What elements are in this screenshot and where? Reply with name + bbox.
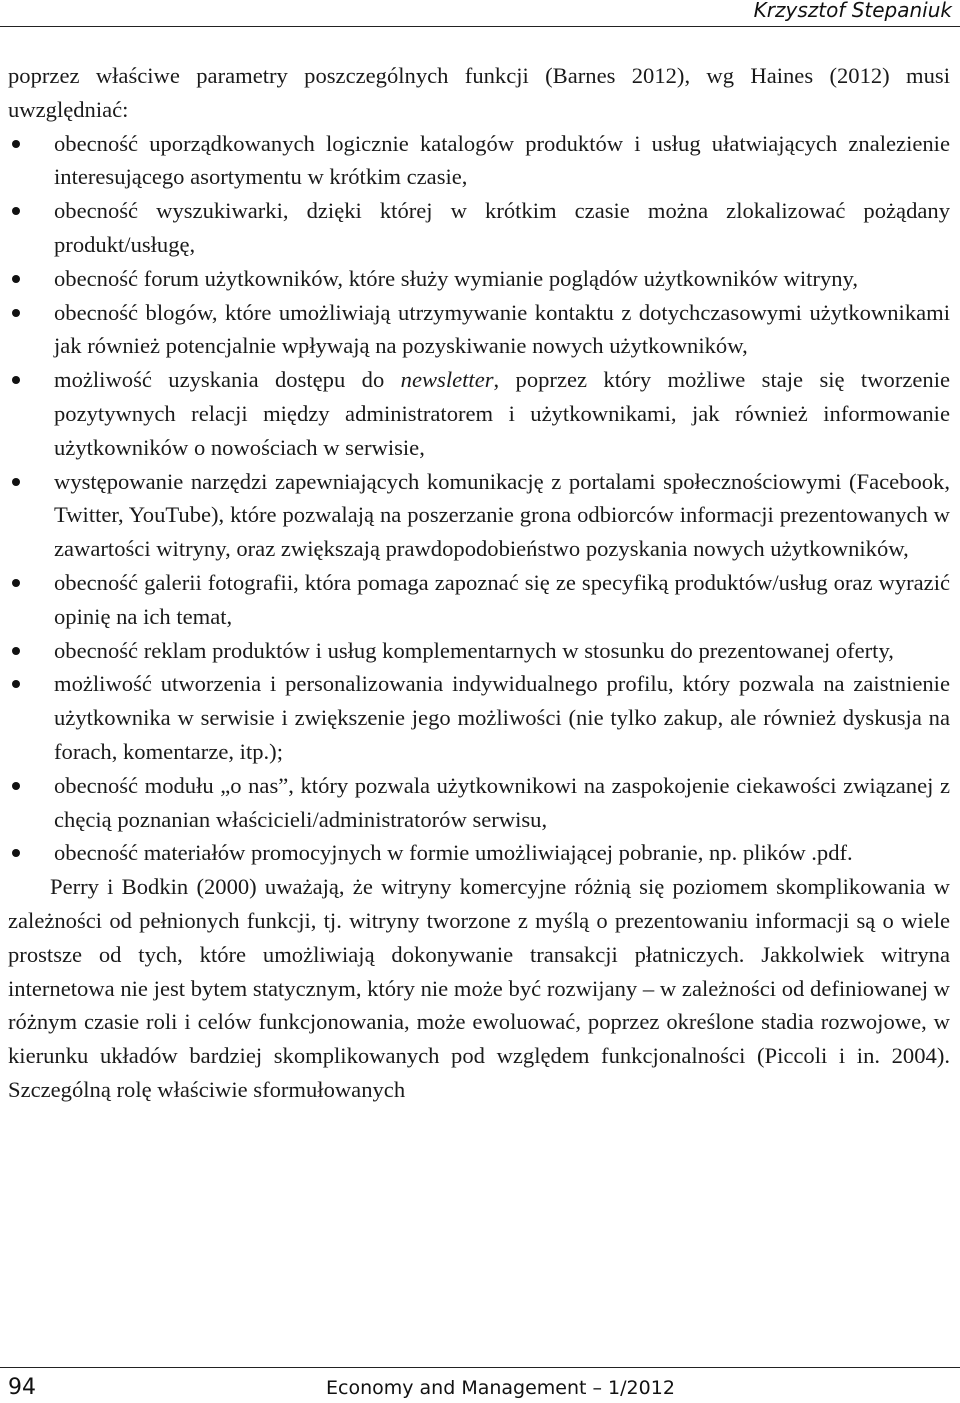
list-item (8, 836, 950, 870)
running-head-author: Krzysztof Stepaniuk (753, 0, 952, 22)
bullet-icon (12, 376, 20, 384)
list-item (8, 296, 950, 364)
list-item (8, 566, 950, 634)
list-item-text: obecność modułu „o nas”, który pozwala użytkownikowi na zaspokojenie ciekawości związanej z chęcią poznanian właścicieli/administratorów serwisu, (54, 772, 950, 832)
page-footer (0, 1367, 960, 1403)
bullet-icon (12, 275, 20, 283)
list-item-text: występowanie narzędzi zapewniających komunikację z portalami społecznościowymi (Facebook, Twitter, YouTube), które pozwalają na poszerzanie grona odbiorców informacji prezentowanych w zawartości witryny, oraz zwiększają prawdopodobieństwo pozyskania nowych użytkowników, (54, 468, 950, 562)
list-item (8, 363, 950, 464)
bullet-icon (12, 680, 20, 688)
bullet-icon (12, 207, 20, 215)
list-item-text: możliwość utworzenia i personalizowania indywidualnego profilu, który pozwala na zaistnienie użytkownika w serwisie i zwiększenie jego możliwości (nie tylko zakup, ale również dyskusja na forach, komentarze, itp.); (54, 671, 950, 764)
list-item (8, 127, 950, 195)
list-item-text: obecność wyszukiwarki, dzięki której w krótkim czasie można zlokalizować pożądany produkt/usługę, (54, 198, 950, 257)
bullet-icon (12, 579, 20, 587)
list-item-text: obecność uporządkowanych logicznie katalogów produktów i usług ułatwiających znalezienie interesującego asortymentu w krótkim czasie, (54, 130, 950, 190)
page-header (0, 0, 960, 27)
bullet-icon (12, 647, 20, 655)
bullet-icon (12, 309, 20, 317)
intro-paragraph: poprzez właściwe parametry poszczególnych funkcji (Barnes 2012), wg Haines (2012) musi uwzględniać: (8, 63, 950, 122)
newsletter-text-before: możliwość uzyskania dostępu do (54, 367, 401, 393)
list-item (8, 667, 950, 768)
list-item-text: obecność galerii fotografii, która pomaga zapoznać się ze specyfiką produktów/usług oraz wyrazić opinię na ich temat, (54, 569, 950, 629)
header-rule (0, 26, 960, 27)
page-number: 94 (8, 1375, 36, 1400)
list-item-text: obecność blogów, które umożliwiają utrzymywanie kontaktu z dotychczasowymi użytkownikami jak również potencjalnie wpływają na pozyskiwanie nowych użytkowników, (54, 299, 950, 359)
bullet-icon (12, 140, 20, 148)
bullet-icon (12, 849, 20, 857)
list-item-text: obecność materiałów promocyjnych w formie umożliwiającej pobranie, np. plików .pdf. (54, 840, 853, 866)
list-item (8, 465, 950, 566)
list-item-text: obecność reklam produktów i usług komplementarnych w stosunku do prezentowanej oferty, (54, 637, 894, 663)
body-text (8, 59, 950, 1107)
list-item-text: obecność forum użytkowników, które służy wymianie poglądów użytkowników witryny, (54, 265, 859, 291)
closing-paragraph: Perry i Bodkin (2000) uważają, że witryny komercyjne różnią się poziomem skomplikowania w zależności od pełnionych funkcji, tj. witryny tworzone z myślą o prezentowaniu informacji są o wiele prostsze od tych, które umożliwiają dokonywanie transakcji płatniczych. Jakkolwiek witryna internetowa nie jest bytem statycznym, który nie może być rozwijany – w zależności od definiowanej w różnym czasie roli i celów funkcjonowania, może ewoluować, poprzez określone stadia rozwojowe, w kierunku układów bardziej skomplikowanych pod względem funkcjonalności (Piccoli i in. 2004). Szczególną rolę właściwie sformułowanych (8, 874, 950, 1102)
journal-citation: Economy and Management – 1/2012 (326, 1377, 675, 1399)
list-item (8, 769, 950, 837)
requirements-list (8, 127, 950, 871)
footer-rule (0, 1367, 960, 1368)
bullet-icon (12, 478, 20, 486)
list-item (8, 634, 950, 668)
list-item (8, 262, 950, 296)
newsletter-text-after: , poprzez który możliwe staje się tworzenie pozytywnych relacji między administratorem i użytkownikami, jak również informowanie użytkowników o nowościach w serwisie, (54, 367, 951, 460)
list-item (8, 194, 950, 262)
bullet-icon (12, 782, 20, 790)
newsletter-keyword: newsletter (400, 367, 494, 393)
